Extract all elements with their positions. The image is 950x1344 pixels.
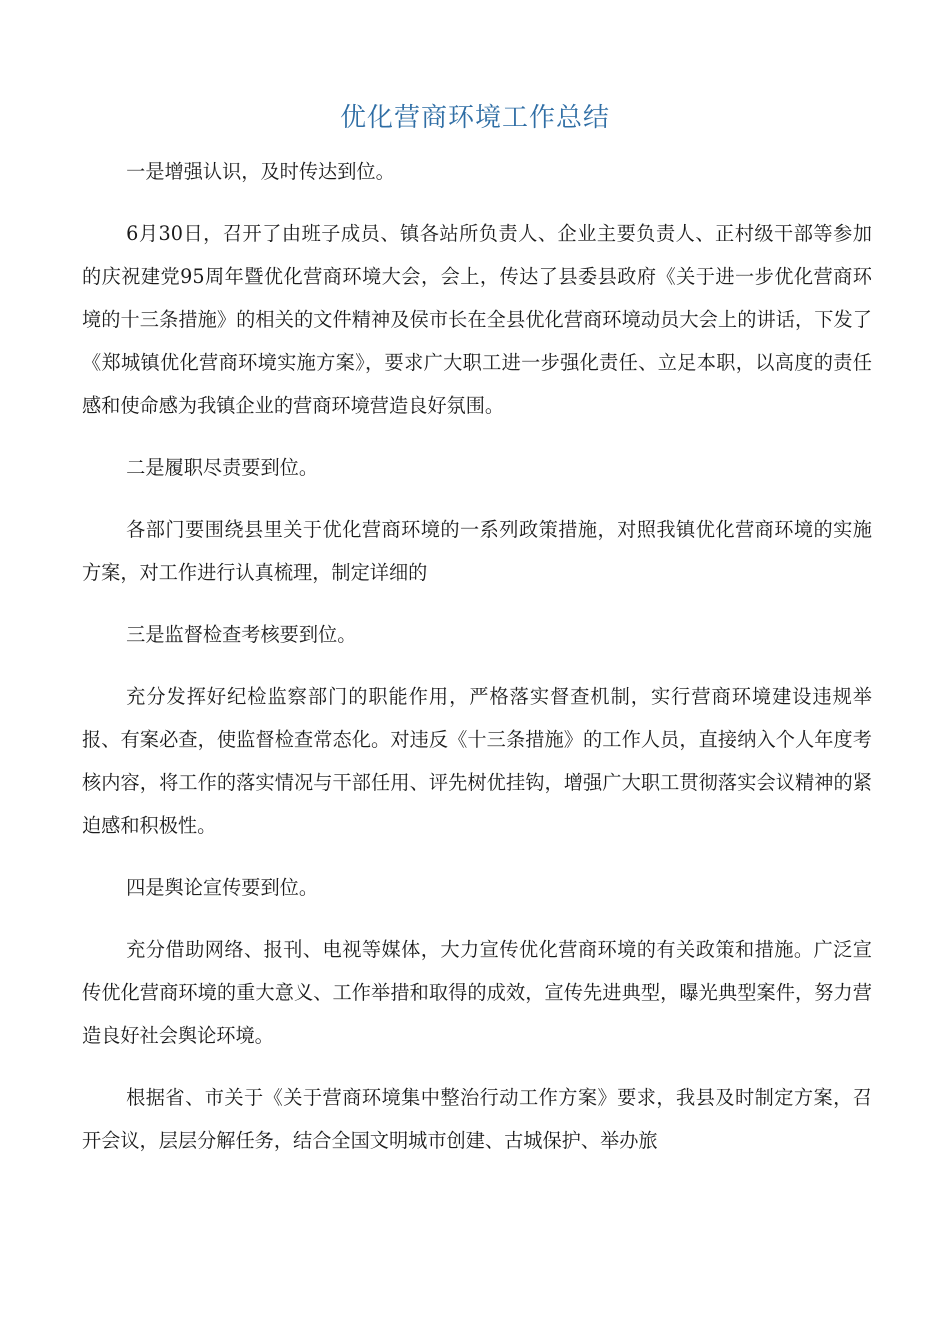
paragraph-1: 6月30日，召开了由班子成员、镇各站所负责人、企业主要负责人、正村级干部等参加的庆祝建党95周年暨优化营商环境大会，会上，传达了县委县政府《关于进一步优化营商环境的十三条措施》的相关的文件精神及侯市长在全县优化营商环境动员大会上的讲话，下发了《郑城镇优化营商环境实施方案》，要求广大职工进一步强化责任、立足本职，以高度的责任感和使命感为我镇企业的营商环境营造良好氛围。 [82,222,872,417]
paragraph-4: 充分借助网络、报刊、电视等媒体，大力宣传优化营商环境的有关政策和措施。广泛宣传优化营商环境的重大意义、工作举措和取得的成效，宣传先进典型，曝光典型案件，努力营造良好社会舆论环境。 [82,938,872,1047]
section-heading-3: 三是监督检查考核要到位。 [126,623,357,646]
section-heading-1: 一是增强认识，及时传达到位。 [126,160,395,183]
paragraph-2: 各部门要围绕县里关于优化营商环境的一系列政策措施，对照我镇优化营商环境的实施方案，对工作进行认真梳理，制定详细的 [82,518,872,584]
paragraph-3: 充分发挥好纪检监察部门的职能作用，严格落实督查机制，实行营商环境建设违规举报、有案必查，使监督检查常态化。对违反《十三条措施》的工作人员，直接纳入个人年度考核内容，将工作的落实情况与干部任用、评先树优挂钩，增强广大职工贯彻落实会议精神的紧迫感和积极性。 [82,685,872,837]
document-body [82,150,872,1181]
paragraph-5: 根据省、市关于《关于营商环境集中整治行动工作方案》要求，我县及时制定方案，召开会议，层层分解任务，结合全国文明城市创建、古城保护、举办旅 [82,1086,872,1152]
document-title: 优化营商环境工作总结 [339,103,610,133]
section-heading-2: 二是履职尽责要到位。 [126,456,319,479]
section-heading-4: 四是舆论宣传要到位。 [126,876,319,899]
